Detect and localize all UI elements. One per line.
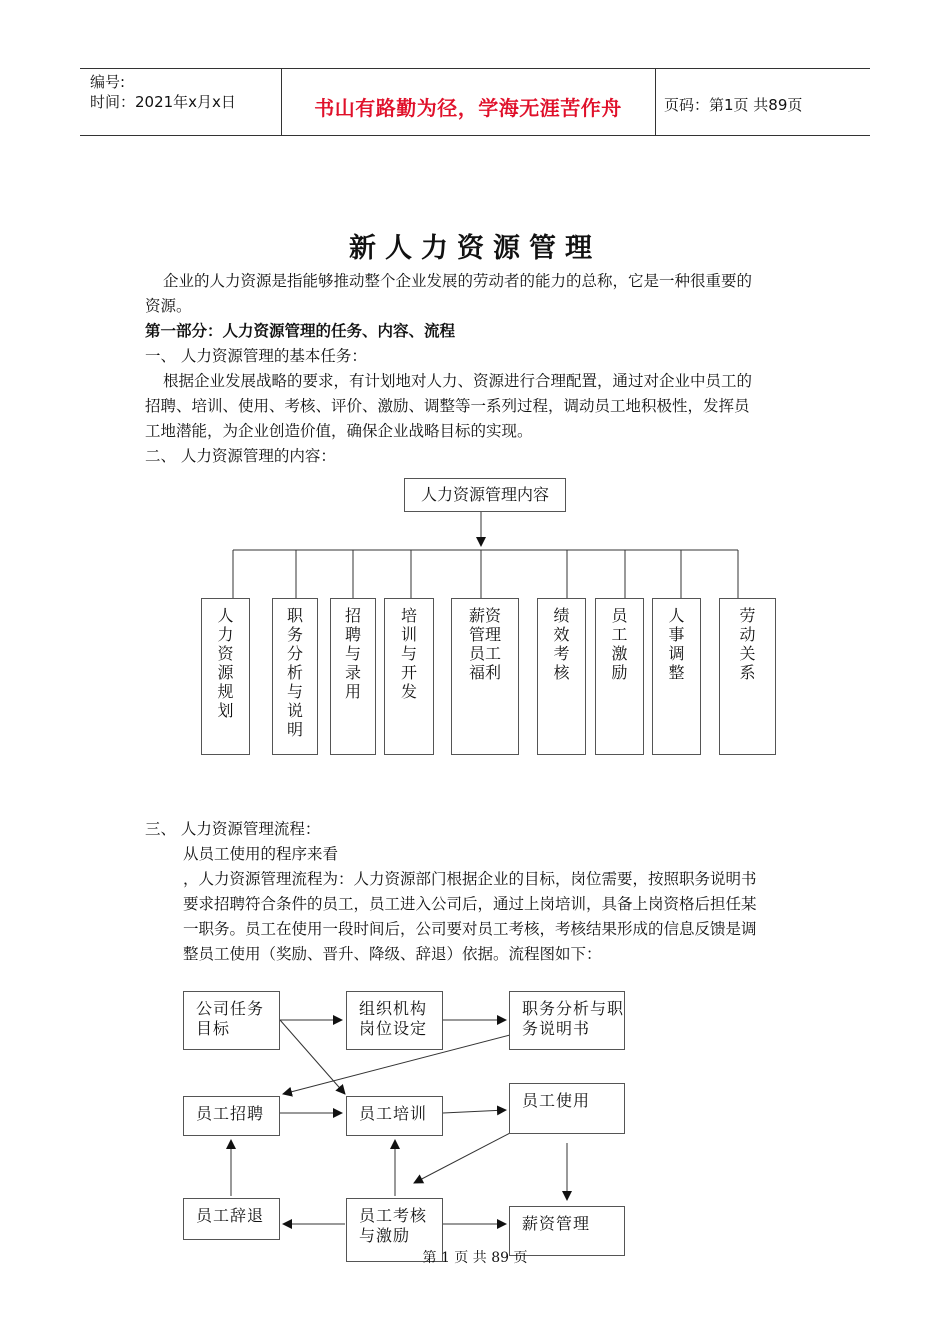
content-item-labor-relations: 劳动关系 bbox=[719, 598, 776, 755]
section3-line-2: ，人力资源管理流程为：人力资源部门根据企业的目标，岗位需要，按照职务说明书 bbox=[183, 870, 757, 888]
content-item-performance: 绩效考核 bbox=[537, 598, 586, 755]
content-item-salary-welfare: 薪资管理员工福利 bbox=[451, 598, 519, 755]
section3-line-3: 要求招聘符合条件的员工，员工进入公司后，通过上岗培训，具备上岗资格后担任某 bbox=[183, 895, 757, 913]
section1-heading: 一、 人力资源管理的基本任务： bbox=[145, 347, 367, 365]
flow-box-appraisal: 员工考核与激励 bbox=[346, 1198, 443, 1262]
flow-box-company-goal: 公司任务目标 bbox=[183, 991, 280, 1050]
flow-box-org-setup: 组织机构岗位设定 bbox=[346, 991, 443, 1050]
part1-heading: 第一部分：人力资源管理的任务、内容、流程 bbox=[145, 322, 456, 340]
content-item-hr-planning: 人力资源规划 bbox=[201, 598, 250, 755]
header-page-label: 页码：第1页 共89页 bbox=[664, 96, 803, 114]
section3-line-4: 一职务。员工在使用一段时间后，公司要对员工考核，考核结果形成的信息反馈是调 bbox=[183, 920, 757, 938]
intro-line-2: 资源。 bbox=[145, 297, 192, 315]
intro-line-1: 企业的人力资源是指能够推动整个企业发展的劳动者的能力的总称，它是一种很重要的 bbox=[163, 272, 753, 290]
header-number-label: 编号: bbox=[90, 73, 126, 91]
flow-box-training: 员工培训 bbox=[346, 1096, 443, 1136]
content-item-job-analysis: 职务分析与说明 bbox=[272, 598, 318, 755]
section1-line-1: 根据企业发展战略的要求，有计划地对人力、资源进行合理配置，通过对企业中员工的 bbox=[163, 372, 753, 390]
flow-box-job-description: 职务分析与职务说明书 bbox=[509, 991, 625, 1050]
content-root-box: 人力资源管理内容 bbox=[404, 478, 566, 512]
page-title: 新人力资源管理 bbox=[349, 233, 601, 264]
page-footer: 第 1 页 共 89 页 bbox=[422, 1250, 528, 1266]
flow-box-salary: 薪资管理 bbox=[509, 1206, 625, 1256]
content-item-motivation: 员工激励 bbox=[595, 598, 644, 755]
section1-line-2: 招聘、培训、使用、考核、评价、激励、调整等一系列过程，调动员工地积极性，发挥员 bbox=[145, 397, 750, 415]
section2-heading: 二、 人力资源管理的内容： bbox=[145, 447, 336, 465]
section3-heading: 三、 人力资源管理流程： bbox=[145, 820, 321, 838]
content-item-recruitment: 招聘与录用 bbox=[330, 598, 376, 755]
flow-box-dismissal: 员工辞退 bbox=[183, 1198, 280, 1240]
header-time-label: 时间：2021年x月x日 bbox=[90, 93, 236, 111]
flow-box-recruitment: 员工招聘 bbox=[183, 1096, 280, 1136]
section1-line-3: 工地潜能，为企业创造价值，确保企业战略目标的实现。 bbox=[145, 422, 533, 440]
flow-box-employee-use: 员工使用 bbox=[509, 1083, 625, 1134]
content-item-training: 培训与开发 bbox=[384, 598, 434, 755]
content-item-personnel-adjust: 人事调整 bbox=[652, 598, 701, 755]
section3-line-1: 从员工使用的程序来看 bbox=[183, 845, 339, 863]
header-motto: 书山有路勤为径，学海无涯苦作舟 bbox=[314, 96, 622, 120]
section3-line-5: 整员工使用（奖励、晋升、降级、辞退）依据。流程图如下： bbox=[183, 945, 602, 963]
